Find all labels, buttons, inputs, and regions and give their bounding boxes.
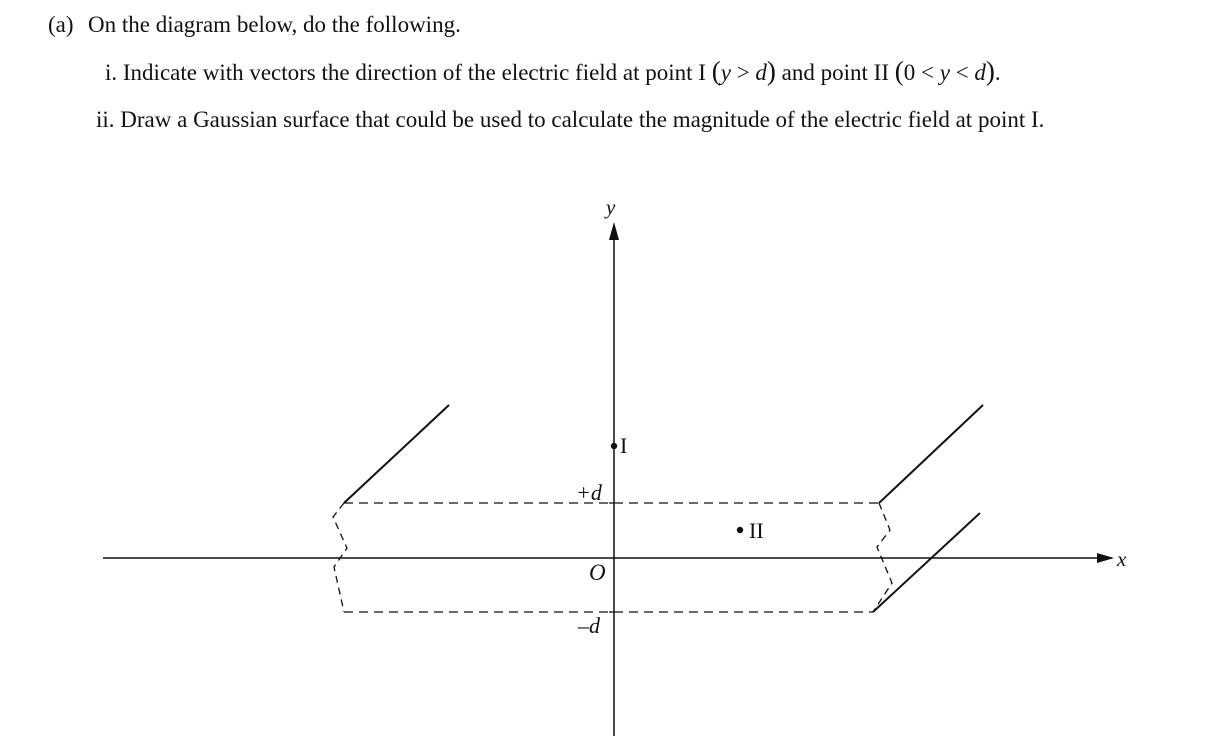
point-one-label: I	[620, 433, 628, 458]
plus-d-label: +d	[576, 480, 602, 505]
x-axis-arrow-icon	[1097, 553, 1114, 563]
cond2-zero: 0 <	[903, 60, 940, 85]
point-one-dot	[611, 443, 617, 449]
item-i-middle: and point II	[775, 60, 889, 85]
point-two-dot	[737, 527, 743, 533]
cond2-d: d	[974, 60, 986, 85]
slab-right-top-edge	[879, 405, 983, 503]
part-a-label: (a)	[48, 12, 74, 37]
cond2-close: )	[985, 56, 995, 86]
y-axis-label: y	[606, 195, 616, 219]
cond1-d: d	[755, 60, 767, 85]
cond2-var: y	[939, 60, 950, 85]
point-two-label: II	[749, 518, 764, 543]
item-i-number: i.	[105, 60, 118, 85]
cond2-open: (	[894, 56, 904, 86]
cond1-close: )	[766, 56, 776, 86]
x-axis-label: x	[1117, 547, 1127, 571]
y-axis-arrow-icon	[609, 222, 619, 240]
cond1-open: (	[711, 56, 721, 86]
cond1-op: >	[730, 60, 756, 85]
item-i-period: .	[994, 60, 1001, 85]
origin-label: O	[589, 560, 606, 585]
slab-left-top-edge	[344, 405, 449, 503]
minus-d-label: –d	[578, 613, 600, 638]
cond2-op: <	[949, 60, 975, 85]
item-i-text: Indicate with vectors the direction of the electric field at point I	[122, 60, 706, 85]
cond1-var: y	[720, 60, 731, 85]
item-ii-text: Draw a Gaussian surface that could be used to calculate the magnitude of the electric field at point I.	[120, 107, 1045, 132]
part-a-text: On the diagram below, do the following.	[88, 12, 461, 37]
item-ii-number: ii.	[96, 107, 115, 132]
